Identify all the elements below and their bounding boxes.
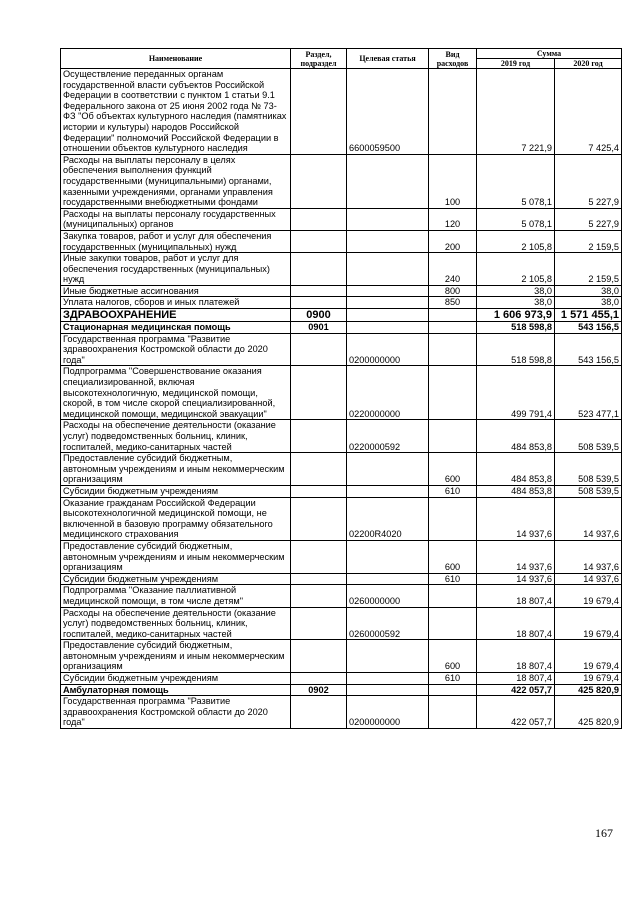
row-sum-2019-cell: 2 105,8	[477, 230, 555, 252]
row-sum-2020-cell: 508 539,5	[555, 420, 622, 453]
row-celevaya-cell: 0260000000	[347, 585, 429, 607]
row-razdel-cell	[291, 540, 347, 573]
row-celevaya-cell	[347, 208, 429, 230]
row-sum-2019-cell: 484 853,8	[477, 485, 555, 497]
row-celevaya-cell	[347, 230, 429, 252]
row-name-cell: Предоставление субсидий бюджетным, автономным учреждениям и иным некоммерческим организациям	[61, 453, 291, 486]
row-razdel-cell	[291, 297, 347, 309]
row-sum-2020-cell: 19 679,4	[555, 673, 622, 685]
table-row	[61, 453, 622, 486]
row-razdel-cell	[291, 573, 347, 585]
table-header	[61, 49, 622, 69]
row-celevaya-cell	[347, 285, 429, 297]
row-name-cell: Подпрограмма "Оказание паллиативной медицинской помощи, в том числе детям"	[61, 585, 291, 607]
table-row	[61, 309, 622, 322]
row-name-cell: ЗДРАВООХРАНЕНИЕ	[61, 309, 291, 322]
table-row	[61, 540, 622, 573]
row-razdel-cell	[291, 285, 347, 297]
row-vid-cell	[429, 366, 477, 420]
header-name: Наименование	[61, 49, 291, 69]
row-sum-2020-cell: 508 539,5	[555, 453, 622, 486]
row-vid-cell: 800	[429, 285, 477, 297]
table-row	[61, 673, 622, 685]
row-name-cell: Расходы на обеспечение деятельности (оказание услуг) подведомственных больниц, клиник, госпиталей, медико-санитарных частей	[61, 420, 291, 453]
table-row	[61, 297, 622, 309]
row-razdel-cell	[291, 696, 347, 729]
row-razdel-cell	[291, 253, 347, 286]
row-name-cell: Субсидии бюджетным учреждениям	[61, 485, 291, 497]
row-sum-2020-cell: 543 156,5	[555, 333, 622, 366]
row-sum-2019-cell: 14 937,6	[477, 540, 555, 573]
header-celevaya: Целевая статья	[347, 49, 429, 69]
row-razdel-cell	[291, 366, 347, 420]
row-vid-cell: 610	[429, 673, 477, 685]
table-row	[61, 585, 622, 607]
row-vid-cell	[429, 684, 477, 696]
row-sum-2019-cell: 7 221,9	[477, 69, 555, 155]
row-vid-cell	[429, 696, 477, 729]
row-sum-2020-cell: 425 820,9	[555, 696, 622, 729]
row-name-cell: Подпрограмма "Совершенствование оказания специализированной, включая высокотехнологичную, медицинской помощи, скорой, в том числе скорой специализированной, медицинской помощи, медицинской эвакуации"	[61, 366, 291, 420]
row-vid-cell	[429, 69, 477, 155]
row-sum-2019-cell: 18 807,4	[477, 640, 555, 673]
header-year-2019: 2019 год	[477, 59, 555, 69]
row-name-cell: Предоставление субсидий бюджетным, автономным учреждениям и иным некоммерческим организациям	[61, 640, 291, 673]
row-razdel-cell: 0901	[291, 322, 347, 334]
row-razdel-cell	[291, 640, 347, 673]
row-vid-cell: 120	[429, 208, 477, 230]
row-sum-2020-cell: 19 679,4	[555, 607, 622, 640]
row-name-cell: Расходы на выплаты персоналу государственных (муниципальных) органов	[61, 208, 291, 230]
row-sum-2020-cell: 425 820,9	[555, 684, 622, 696]
row-sum-2020-cell: 5 227,9	[555, 208, 622, 230]
row-name-cell: Расходы на выплаты персоналу в целях обеспечения выполнения функций государственными (муниципальными) органами, казенными учреждениями, органами управления государственными внебюджетными фондами	[61, 154, 291, 208]
header-vid: Вид расходов	[429, 49, 477, 69]
row-razdel-cell	[291, 485, 347, 497]
page-number: 167	[595, 826, 613, 840]
document-page	[60, 48, 621, 729]
header-summa: Сумма	[477, 49, 622, 59]
row-razdel-cell	[291, 333, 347, 366]
row-vid-cell	[429, 420, 477, 453]
row-razdel-cell	[291, 208, 347, 230]
row-sum-2019-cell: 5 078,1	[477, 208, 555, 230]
row-vid-cell	[429, 585, 477, 607]
table-row	[61, 230, 622, 252]
row-vid-cell: 850	[429, 297, 477, 309]
row-name-cell: Осуществление переданных органам государственной власти субъектов Российской Федерации в соответствии с пунктом 1 статьи 9.1 Федерального закона от 25 июня 2002 года № 73-ФЗ "Об объектах культурного наследия (памятниках истории и культуры) народов Российской Федерации" полномочий Российской Федерации в отношении объектов культурного наследия	[61, 69, 291, 155]
table-row	[61, 253, 622, 286]
row-vid-cell: 600	[429, 540, 477, 573]
row-name-cell: Стационарная медицинская помощь	[61, 322, 291, 334]
row-vid-cell: 610	[429, 485, 477, 497]
row-celevaya-cell	[347, 453, 429, 486]
row-razdel-cell	[291, 585, 347, 607]
row-razdel-cell	[291, 154, 347, 208]
row-razdel-cell: 0900	[291, 309, 347, 322]
table-row	[61, 420, 622, 453]
row-celevaya-cell: 02200R4020	[347, 497, 429, 540]
row-sum-2019-cell: 1 606 973,9	[477, 309, 555, 322]
row-vid-cell	[429, 607, 477, 640]
row-celevaya-cell: 6600059500	[347, 69, 429, 155]
row-razdel-cell	[291, 420, 347, 453]
budget-table	[60, 48, 622, 729]
table-row	[61, 154, 622, 208]
row-sum-2020-cell: 14 937,6	[555, 573, 622, 585]
row-sum-2020-cell: 2 159,5	[555, 230, 622, 252]
row-celevaya-cell: 0260000592	[347, 607, 429, 640]
row-sum-2019-cell: 14 937,6	[477, 573, 555, 585]
row-sum-2019-cell: 518 598,8	[477, 322, 555, 334]
row-celevaya-cell	[347, 309, 429, 322]
row-razdel-cell: 0902	[291, 684, 347, 696]
row-celevaya-cell	[347, 253, 429, 286]
row-vid-cell: 200	[429, 230, 477, 252]
row-name-cell: Амбулаторная помощь	[61, 684, 291, 696]
row-sum-2019-cell: 5 078,1	[477, 154, 555, 208]
row-celevaya-cell: 0220000000	[347, 366, 429, 420]
row-vid-cell	[429, 322, 477, 334]
row-sum-2020-cell: 543 156,5	[555, 322, 622, 334]
table-row	[61, 69, 622, 155]
table-row	[61, 607, 622, 640]
row-vid-cell: 100	[429, 154, 477, 208]
row-sum-2020-cell: 14 937,6	[555, 497, 622, 540]
table-row	[61, 684, 622, 696]
row-name-cell: Предоставление субсидий бюджетным, автономным учреждениям и иным некоммерческим организациям	[61, 540, 291, 573]
table-row	[61, 285, 622, 297]
row-name-cell: Расходы на обеспечение деятельности (оказание услуг) подведомственных больниц, клиник, госпиталей, медико-санитарных частей	[61, 607, 291, 640]
row-celevaya-cell: 0220000592	[347, 420, 429, 453]
table-row	[61, 497, 622, 540]
row-celevaya-cell	[347, 540, 429, 573]
table-row	[61, 573, 622, 585]
row-sum-2020-cell: 7 425,4	[555, 69, 622, 155]
row-vid-cell	[429, 333, 477, 366]
row-sum-2020-cell: 508 539,5	[555, 485, 622, 497]
row-vid-cell: 600	[429, 453, 477, 486]
row-sum-2019-cell: 499 791,4	[477, 366, 555, 420]
row-sum-2019-cell: 14 937,6	[477, 497, 555, 540]
row-razdel-cell	[291, 69, 347, 155]
table-row	[61, 366, 622, 420]
row-celevaya-cell	[347, 640, 429, 673]
row-name-cell: Иные бюджетные ассигнования	[61, 285, 291, 297]
row-razdel-cell	[291, 673, 347, 685]
row-celevaya-cell: 0200000000	[347, 696, 429, 729]
row-celevaya-cell	[347, 297, 429, 309]
row-celevaya-cell: 0200000000	[347, 333, 429, 366]
table-row	[61, 322, 622, 334]
row-sum-2020-cell: 38,0	[555, 285, 622, 297]
row-vid-cell: 240	[429, 253, 477, 286]
row-celevaya-cell	[347, 573, 429, 585]
table-body	[61, 69, 622, 729]
row-razdel-cell	[291, 230, 347, 252]
row-sum-2019-cell: 2 105,8	[477, 253, 555, 286]
row-sum-2020-cell: 19 679,4	[555, 585, 622, 607]
table-row	[61, 208, 622, 230]
row-celevaya-cell	[347, 322, 429, 334]
row-sum-2019-cell: 38,0	[477, 297, 555, 309]
row-sum-2020-cell: 5 227,9	[555, 154, 622, 208]
row-razdel-cell	[291, 607, 347, 640]
row-celevaya-cell	[347, 684, 429, 696]
row-name-cell: Закупка товаров, работ и услуг для обеспечения государственных (муниципальных) нужд	[61, 230, 291, 252]
table-row	[61, 696, 622, 729]
row-sum-2020-cell: 38,0	[555, 297, 622, 309]
row-celevaya-cell	[347, 154, 429, 208]
row-name-cell: Субсидии бюджетным учреждениям	[61, 573, 291, 585]
row-sum-2019-cell: 18 807,4	[477, 673, 555, 685]
row-vid-cell	[429, 309, 477, 322]
row-sum-2019-cell: 18 807,4	[477, 585, 555, 607]
row-vid-cell	[429, 497, 477, 540]
header-razdel: Раздел, подраздел	[291, 49, 347, 69]
row-sum-2020-cell: 1 571 455,1	[555, 309, 622, 322]
table-row	[61, 485, 622, 497]
row-sum-2019-cell: 18 807,4	[477, 607, 555, 640]
row-celevaya-cell	[347, 485, 429, 497]
row-razdel-cell	[291, 453, 347, 486]
row-sum-2019-cell: 38,0	[477, 285, 555, 297]
row-sum-2019-cell: 422 057,7	[477, 684, 555, 696]
row-name-cell: Иные закупки товаров, работ и услуг для обеспечения государственных (муниципальных) нужд	[61, 253, 291, 286]
row-razdel-cell	[291, 497, 347, 540]
row-sum-2019-cell: 422 057,7	[477, 696, 555, 729]
row-sum-2019-cell: 484 853,8	[477, 420, 555, 453]
table-row	[61, 333, 622, 366]
row-name-cell: Государственная программа "Развитие здравоохранения Костромской области до 2020 года"	[61, 333, 291, 366]
row-sum-2019-cell: 518 598,8	[477, 333, 555, 366]
row-sum-2020-cell: 19 679,4	[555, 640, 622, 673]
row-name-cell: Субсидии бюджетным учреждениям	[61, 673, 291, 685]
row-sum-2019-cell: 484 853,8	[477, 453, 555, 486]
row-sum-2020-cell: 14 937,6	[555, 540, 622, 573]
row-name-cell: Государственная программа "Развитие здравоохранения Костромской области до 2020 года"	[61, 696, 291, 729]
table-row	[61, 640, 622, 673]
row-sum-2020-cell: 2 159,5	[555, 253, 622, 286]
row-vid-cell: 610	[429, 573, 477, 585]
row-celevaya-cell	[347, 673, 429, 685]
row-name-cell: Уплата налогов, сборов и иных платежей	[61, 297, 291, 309]
header-year-2020: 2020 год	[555, 59, 622, 69]
row-vid-cell: 600	[429, 640, 477, 673]
row-sum-2020-cell: 523 477,1	[555, 366, 622, 420]
row-name-cell: Оказание гражданам Российской Федерации высокотехнологичной медицинской помощи, не включенной в базовую программу обязательного медицинского страхования	[61, 497, 291, 540]
